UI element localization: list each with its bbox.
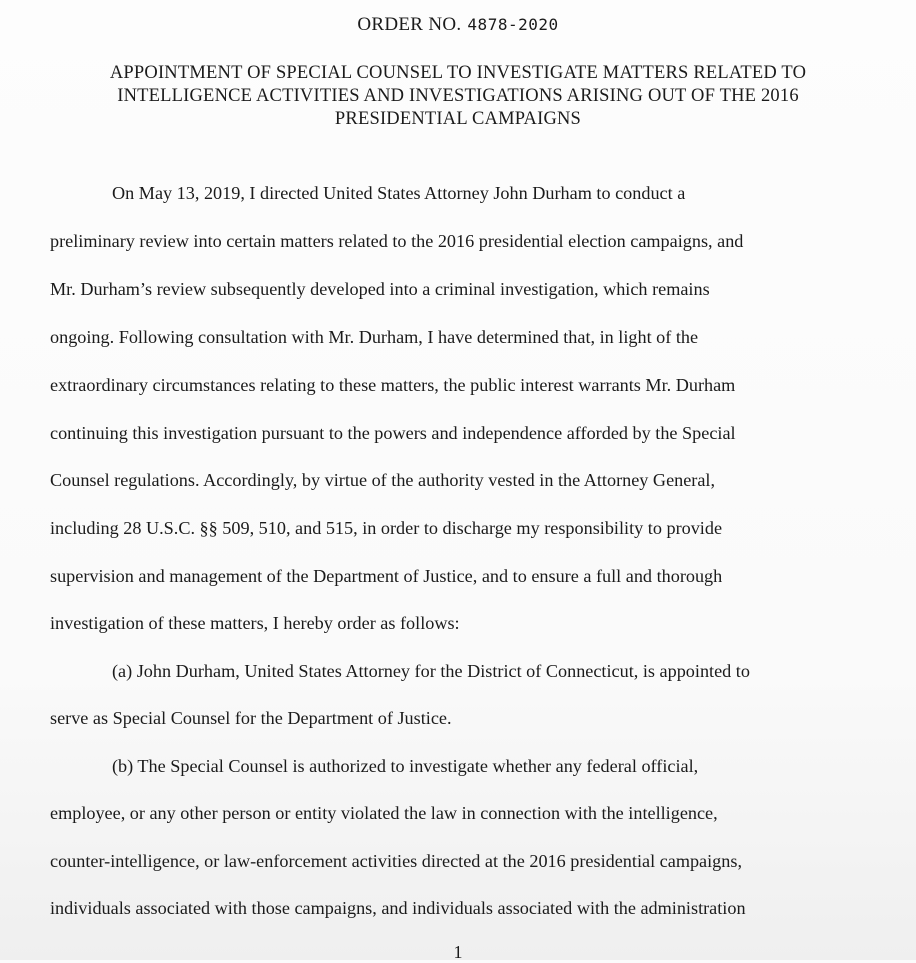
order-number: 4878-2020 [467, 15, 559, 34]
paragraph-a-line: (a) John Durham, United States Attorney for the District of Connecticut, is appointed to [112, 661, 750, 681]
body-line: preliminary review into certain matters related to the 2016 presidential election campaigns, and [50, 231, 744, 251]
body-line: including 28 U.S.C. §§ 509, 510, and 515, in order to discharge my responsibility to provide [50, 518, 723, 538]
title-line: APPOINTMENT OF SPECIAL COUNSEL TO INVESTIGATE MATTERS RELATED TO [109, 63, 807, 83]
document-title [40, 62, 876, 131]
body-line: Counsel regulations. Accordingly, by virtue of the authority vested in the Attorney General, [50, 470, 716, 490]
order-number-heading [0, 14, 916, 36]
body-line: continuing this investigation pursuant to the powers and independence afforded by the Special [50, 423, 736, 443]
body-line: investigation of these matters, I hereby order as follows: [50, 613, 460, 633]
body-line: serve as Special Counsel for the Department of Justice. [50, 708, 452, 728]
body-line: Mr. Durham’s review subsequently developed into a criminal investigation, which remains [50, 279, 710, 299]
title-line: PRESIDENTIAL CAMPAIGNS [334, 109, 582, 129]
body-line: extraordinary circumstances relating to these matters, the public interest warrants Mr. Durham [50, 375, 736, 395]
page-number: 1 [453, 942, 463, 962]
body-line: supervision and management of the Department of Justice, and to ensure a full and thorough [50, 566, 723, 586]
body-line: individuals associated with those campaigns, and individuals associated with the administration [50, 898, 746, 918]
body-line: On May 13, 2019, I directed United States Attorney John Durham to conduct a [112, 183, 686, 203]
order-label: ORDER NO. [357, 14, 462, 35]
body-line: ongoing. Following consultation with Mr. Durham, I have determined that, in light of the [50, 327, 699, 347]
title-line: INTELLIGENCE ACTIVITIES AND INVESTIGATIONS ARISING OUT OF THE 2016 [117, 86, 799, 106]
paragraph-b-line: (b) The Special Counsel is authorized to investigate whether any federal official, [112, 756, 699, 776]
body-line: employee, or any other person or entity violated the law in connection with the intelligence, [50, 803, 718, 823]
body-line: counter-intelligence, or law-enforcement activities directed at the 2016 presidential campaigns, [50, 851, 742, 871]
